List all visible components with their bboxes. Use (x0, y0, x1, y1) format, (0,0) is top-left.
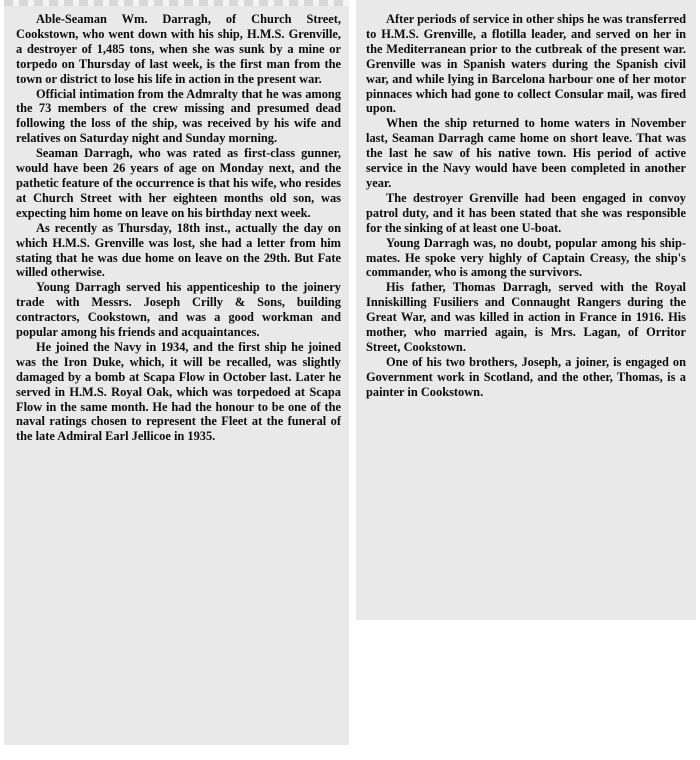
article-paragraph: His father, Thomas Darragh, served with the Royal Inniskilling Fusiliers and Connaught Rangers during the Great War, and was killed in action in France in 1916. His mother, who married again, is Mrs. Lagan, of Orritor Street, Cookstown. (366, 280, 686, 354)
article-paragraph: Official intimation from the Admralty that he was among the 73 members of the crew missing and presumed dead following the loss of the ship, was received by his wife and relatives on Saturday night and Sunday morning. (16, 86, 341, 146)
article-paragraph: One of his two brothers, Joseph, a joiner, is engaged on Government work in Scotland, and the other, Thomas, is a painter in Cookstown. (366, 354, 686, 399)
article-paragraph: After periods of service in other ships he was transferred to H.M.S. Grenville, a flotilla leader, and served on her in the Mediterranean prior to the cutbreak of the present war. Grenville was in Spanish waters during the Spanish civil war, and while lying in Barcelona harbour one of her motor pinnaces which had gone to collect Consular mail, was fired upon. (366, 12, 686, 116)
article-column-right (356, 0, 696, 620)
article-paragraph: Seaman Darragh, who was rated as first-class gunner, would have been 26 years of age on Monday next, and the pathetic feature of the occurrence is that his wife, who resides at Church Street with her eighteen months old son, was expecting him home on leave on his birthday next week. (16, 146, 341, 220)
torn-top-edge (4, 0, 349, 6)
article-paragraph: He joined the Navy in 1934, and the first ship he joined was the Iron Duke, which, it will be recalled, was slightly damaged by a bomb at Scapa Flow in October last. Later he served in H.M.S. Royal Oak, which was torpedoed at Scapa Flow in the same month. He had the honour to be one of the naval ratings chosen to represent the Fleet at the funeral of the late Admiral Earl Jellicoe in 1935. (16, 339, 341, 444)
article-paragraph: Young Darragh served his appenticeship to the joinery trade with Messrs. Joseph Crilly & Sons, building contractors, Cookstown, and was a good workman and popular among his friends and acquaintances. (16, 280, 341, 340)
article-column-left (4, 0, 349, 745)
article-paragraph: Young Darragh was, no doubt, popular among his ship-mates. He spoke very highly of Captain Creasy, the ship's commander, who is among the survivors. (366, 235, 686, 280)
article-paragraph: Able-Seaman Wm. Darragh, of Church Street, Cookstown, who went down with his ship, H.M.S. Grenville, a destroyer of 1,485 tons, when she was sunk by a mine or torpedo on Thursday of last week, is the first man from the town or district to lose his life in action in the present war. (16, 12, 341, 86)
article-paragraph: When the ship returned to home waters in November last, Seaman Darragh came home on short leave. That was the last he saw of his native town. His period of active service in the Navy would have been completed in another year. (366, 116, 686, 190)
article-paragraph: As recently as Thursday, 18th inst., actually the day on which H.M.S. Grenville was lost, she had a letter from him stating that he was due home on leave on the 29th. But Fate willed otherwise. (16, 220, 341, 280)
article-paragraph: The destroyer Grenville had been engaged in convoy patrol duty, and it has been stated that she was responsible for the sinking of at least one U-boat. (366, 190, 686, 235)
